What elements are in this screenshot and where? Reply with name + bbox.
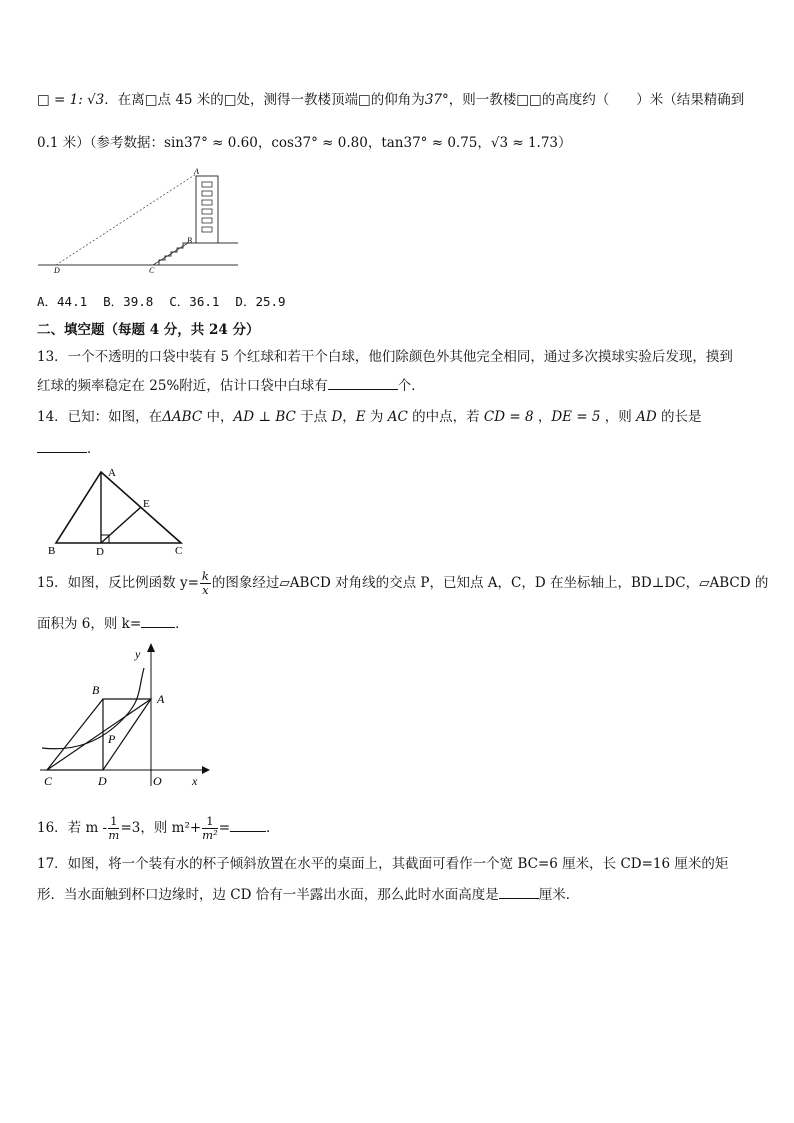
q14-text-c: 于点 <box>295 409 332 425</box>
q12-option-c[interactable]: C．36.1 <box>169 294 220 309</box>
q17-text-a: 形．当水面触到杯口边缘时，边 CD 恰有一半露出水面，那么此时水面高度是 <box>37 887 499 903</box>
q13-answer-blank[interactable] <box>328 377 398 390</box>
q12-ratio: 1: √3 <box>69 92 105 108</box>
q15-label-d: D <box>98 774 107 788</box>
q12-figure <box>36 168 241 276</box>
q15-text-c: 面积为 6，则 k= <box>37 616 142 632</box>
q14-line2 <box>37 437 101 457</box>
q16-text-c: = <box>218 820 230 836</box>
q14-text-a: 14．已知：如图，在 <box>37 409 163 425</box>
q14-ac: AC <box>387 409 408 425</box>
q16-text-d: ． <box>266 820 280 836</box>
q14-text-b: 中， <box>202 409 234 425</box>
q15-line1 <box>37 570 768 597</box>
hyperbola-curve <box>42 668 144 749</box>
q14-line2-end: ． <box>87 441 101 457</box>
q14-text-g: ， <box>533 409 552 425</box>
q14-answer-blank[interactable] <box>37 440 87 453</box>
q14-label-b: B <box>48 545 56 557</box>
q15-label-x: x <box>192 774 198 788</box>
q14-label-e: E <box>143 498 150 510</box>
building <box>196 176 218 243</box>
q13-line1: 13．一个不透明的口袋中装有 5 个红球和若干个白球，他们除颜色外其他完全相同，通过多次摸球实验后发现，摸到 <box>37 349 733 365</box>
q15-answer-blank[interactable] <box>141 615 175 628</box>
q15-text-a: 15．如图，反比例函数 y= <box>37 575 199 591</box>
q12-label-d: D <box>54 266 60 275</box>
q13-line2 <box>37 374 425 394</box>
q14-label-a: A <box>108 467 116 479</box>
q14-point-d: D <box>331 409 343 425</box>
q15-label-b: B <box>92 683 100 697</box>
q15-line2 <box>37 612 189 632</box>
q15-label-a: A <box>157 692 165 706</box>
q12-options <box>37 292 286 310</box>
q15-text-b: 的图象经过▱ABCD 对角线的交点 P，已知点 A，C，D 在坐标轴上，BD⊥DC，▱ABCD 的 <box>211 575 769 591</box>
q16-frac1-num: 1 <box>110 814 118 828</box>
q15-label-p: P <box>108 732 116 746</box>
q14-triangle: ΔABC <box>162 409 203 425</box>
q12-angle: 37° <box>424 92 449 108</box>
q16-fraction-1 <box>108 815 119 842</box>
q16-answer-blank[interactable] <box>230 819 266 832</box>
q12-line1-text-b: ，则一教楼□□的高度约（ ）米（结果精确到 <box>448 92 745 108</box>
q17-line1: 17．如图，将一个装有水的杯子倾斜放置在水平的桌面上，其截面可看作一个宽 BC=6 厘米，长 CD=16 厘米的矩 <box>37 856 729 872</box>
q16-frac2-num: 1 <box>202 815 218 829</box>
diagonal-ac <box>47 699 151 770</box>
q15-label-c: C <box>44 774 53 788</box>
q15-frac-num: k <box>201 569 209 583</box>
q14-point-e: E <box>355 409 366 425</box>
q15-label-y: y <box>135 647 141 661</box>
q13-line2-b: 个． <box>397 378 425 394</box>
q12-line1-text-a: ．在离□点 45 米的□处，测得一教楼顶端□的仰角为 <box>104 92 425 108</box>
q16-text-b: =3，则 m²+ <box>120 820 202 836</box>
q12-line2: 0.1 米）（参考数据：sin37° ≈ 0.60，cos37° ≈ 0.80，tan37° ≈ 0.75，√3 ≈ 1.73） <box>37 135 572 151</box>
q12-label-c: C <box>149 266 155 275</box>
q16-text-a: 16．若 m - <box>37 820 108 836</box>
q14-ad: AD <box>636 409 657 425</box>
x-axis-arrow <box>202 766 210 774</box>
q12-option-a[interactable]: A．44.1 <box>37 294 88 309</box>
q16-frac1-den: m <box>108 828 120 842</box>
q14-label-d: D <box>96 546 104 558</box>
q15-text-d: ． <box>175 616 189 632</box>
section-title: 二、填空题（每题 4 分，共 24 分） <box>37 322 260 338</box>
q12-option-d[interactable]: D．25.9 <box>235 294 286 309</box>
q12-line1-prefix: □ = <box>37 92 70 108</box>
q14-line1 <box>37 405 701 425</box>
q14-label-c: C <box>175 545 183 557</box>
q17-answer-blank[interactable] <box>499 886 539 899</box>
q14-text-d: ， <box>342 409 356 425</box>
q14-text-h: ，则 <box>600 409 637 425</box>
q12-line1 <box>37 88 744 108</box>
q14-text-e: 为 <box>365 409 388 425</box>
q15-frac-den: x <box>202 583 209 597</box>
q16-frac2-den: m² <box>202 828 218 842</box>
q15-fraction <box>200 570 211 597</box>
q16-fraction-2 <box>202 815 218 842</box>
q13-line2-a: 红球的频率稳定在 25%附近，估计口袋中白球有 <box>37 378 328 394</box>
segment-de <box>101 507 141 543</box>
q12-option-b[interactable]: B．39.8 <box>103 294 154 309</box>
q14-cd-eq: CD = 8 <box>483 409 534 425</box>
y-axis-arrow <box>147 643 155 652</box>
q14-de-eq: DE = 5 <box>551 409 601 425</box>
q17-text-b: 厘米． <box>538 887 580 903</box>
q14-text-f: 的中点，若 <box>407 409 484 425</box>
q12-label-b: B <box>187 236 192 245</box>
building-windows <box>202 182 212 232</box>
q14-text-i: 的长是 <box>656 409 702 425</box>
q14-figure <box>44 462 194 558</box>
q17-line2 <box>37 883 579 903</box>
triangle-abc <box>56 472 181 543</box>
q15-figure <box>32 640 212 788</box>
q12-label-a: A <box>194 168 199 176</box>
q16-line <box>37 815 280 842</box>
q14-ad-bc: AD ⊥ BC <box>233 409 296 425</box>
q15-label-o: O <box>153 774 162 788</box>
slope-line <box>153 243 188 265</box>
